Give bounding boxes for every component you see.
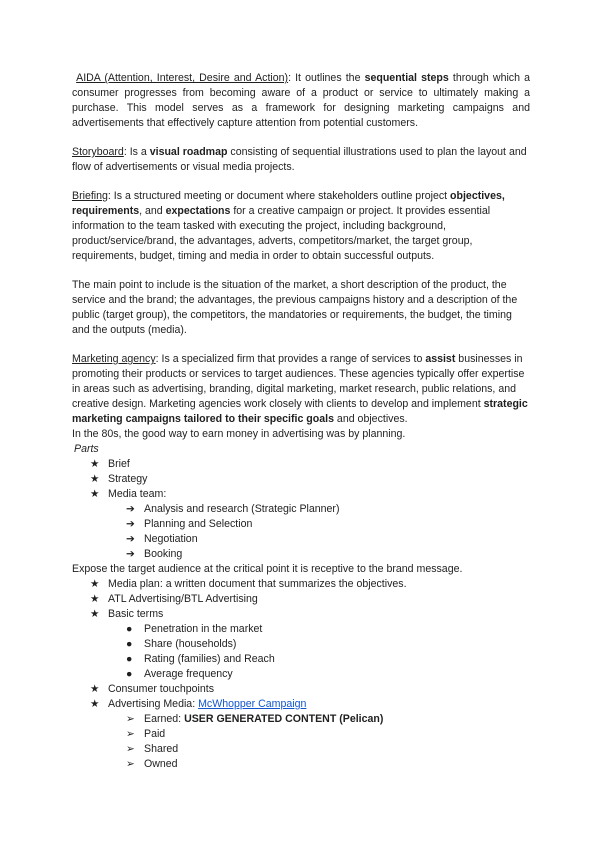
chevron-bullet-icon: ➢: [126, 728, 135, 740]
dot-bullet-icon: ●: [126, 653, 133, 665]
star-bullet-icon: ★: [90, 488, 100, 500]
chevron-bullet-icon: ➢: [126, 758, 135, 770]
star-bullet-icon: ★: [90, 683, 100, 695]
mcwhopper-campaign-link[interactable]: McWhopper Campaign: [198, 698, 307, 710]
list-item: ★ Media team:: [90, 488, 167, 500]
agency-paragraph: Marketing agency: Is a specialized firm that provides a range of services to assist businesses in promoting their products or services to target audiences. These agencies typically offer expertise in areas such as advertising, branding, digital marketing, market research, public relations, and creative design. Marketing agencies work closely with clients to develop and implement strategic marketing campaigns tailored to their specific goals and objectives.: [72, 353, 528, 425]
storyboard-paragraph: Storyboard: Is a visual roadmap consisting of sequential illustrations used to plan the layout and flow of advertisements or visual media projects.: [72, 146, 527, 173]
star-bullet-icon: ★: [90, 698, 100, 710]
list-item: ➢ Owned: [126, 758, 178, 770]
star-bullet-icon: ★: [90, 608, 100, 620]
star-bullet-icon: ★: [90, 578, 100, 590]
arrow-bullet-icon: ➔: [126, 503, 135, 515]
aida-term: AIDA (Attention, Interest, Desire and Action): [76, 72, 289, 84]
list-item: ★ Media plan: a written document that summarizes the objectives.: [90, 578, 407, 590]
storyboard-term: Storyboard: [72, 146, 124, 158]
chevron-bullet-icon: ➢: [126, 743, 135, 755]
eighties-paragraph: In the 80s, the good way to earn money in advertising was by planning.: [72, 428, 406, 440]
arrow-bullet-icon: ➔: [126, 518, 135, 530]
arrow-bullet-icon: ➔: [126, 533, 135, 545]
parts-label: Parts: [74, 443, 99, 455]
list-item: ➔ Negotiation: [126, 533, 198, 545]
list-item: ➢ Earned: USER GENERATED CONTENT (Pelican): [126, 713, 384, 725]
list-item: ★ Basic terms: [90, 608, 164, 620]
dot-bullet-icon: ●: [126, 638, 133, 650]
agency-term: Marketing agency: [72, 353, 156, 365]
list-item: ➔ Planning and Selection: [126, 518, 253, 530]
chevron-bullet-icon: ➢: [126, 713, 135, 725]
list-item: ★ Advertising Media: McWhopper Campaign: [90, 698, 307, 710]
list-item: ★ Brief: [90, 458, 130, 470]
list-item: ★ Consumer touchpoints: [90, 683, 214, 695]
dot-bullet-icon: ●: [126, 668, 133, 680]
arrow-bullet-icon: ➔: [126, 548, 135, 560]
dot-bullet-icon: ●: [126, 623, 133, 635]
main-point-paragraph: The main point to include is the situation of the market, a short description of the product, the service and the brand; the advantages, the previous campaigns history and a description of the public (target group), the competitors, the mandatories or requirements, the budget, the timing and the outputs (media).: [72, 279, 518, 336]
list-item: ➔ Booking: [126, 548, 183, 560]
expose-paragraph: Expose the target audience at the critical point it is receptive to the brand message.: [72, 563, 463, 575]
list-item: ★ ATL Advertising/BTL Advertising: [90, 593, 258, 605]
star-bullet-icon: ★: [90, 593, 100, 605]
briefing-paragraph: Briefing: Is a structured meeting or document where stakeholders outline project objectives, requirements, and expectations for a creative campaign or project. It provides essential information to the team tasked with executing the project, including background, product/service/brand, the advantages, adverts, competitors/market, the target group, requirements, budget, timing and media in order to obtain successful outputs.: [72, 190, 505, 262]
list-item: ★ Strategy: [90, 473, 148, 485]
list-item: ● Penetration in the market: [126, 623, 263, 635]
list-item: ➢ Paid: [126, 728, 166, 740]
list-item: ➢ Shared: [126, 743, 179, 755]
list-item: ➔ Analysis and research (Strategic Planner): [126, 503, 340, 515]
parts-list: [72, 457, 530, 562]
media-list: [72, 577, 530, 772]
list-item: ● Share (households): [126, 638, 237, 650]
star-bullet-icon: ★: [90, 458, 100, 470]
list-item: ● Average frequency: [126, 668, 233, 680]
list-item: ● Rating (families) and Reach: [126, 653, 275, 665]
briefing-term: Briefing: [72, 190, 108, 202]
star-bullet-icon: ★: [90, 473, 100, 485]
aida-paragraph: AIDA (Attention, Interest, Desire and Action): It outlines the sequential steps through which a consumer progresses from becoming aware of a product or service to ultimately making a purchase. This model serves as a framework for designing marketing campaigns and advertisements that effectively capture attention from potential customers.: [72, 72, 531, 129]
